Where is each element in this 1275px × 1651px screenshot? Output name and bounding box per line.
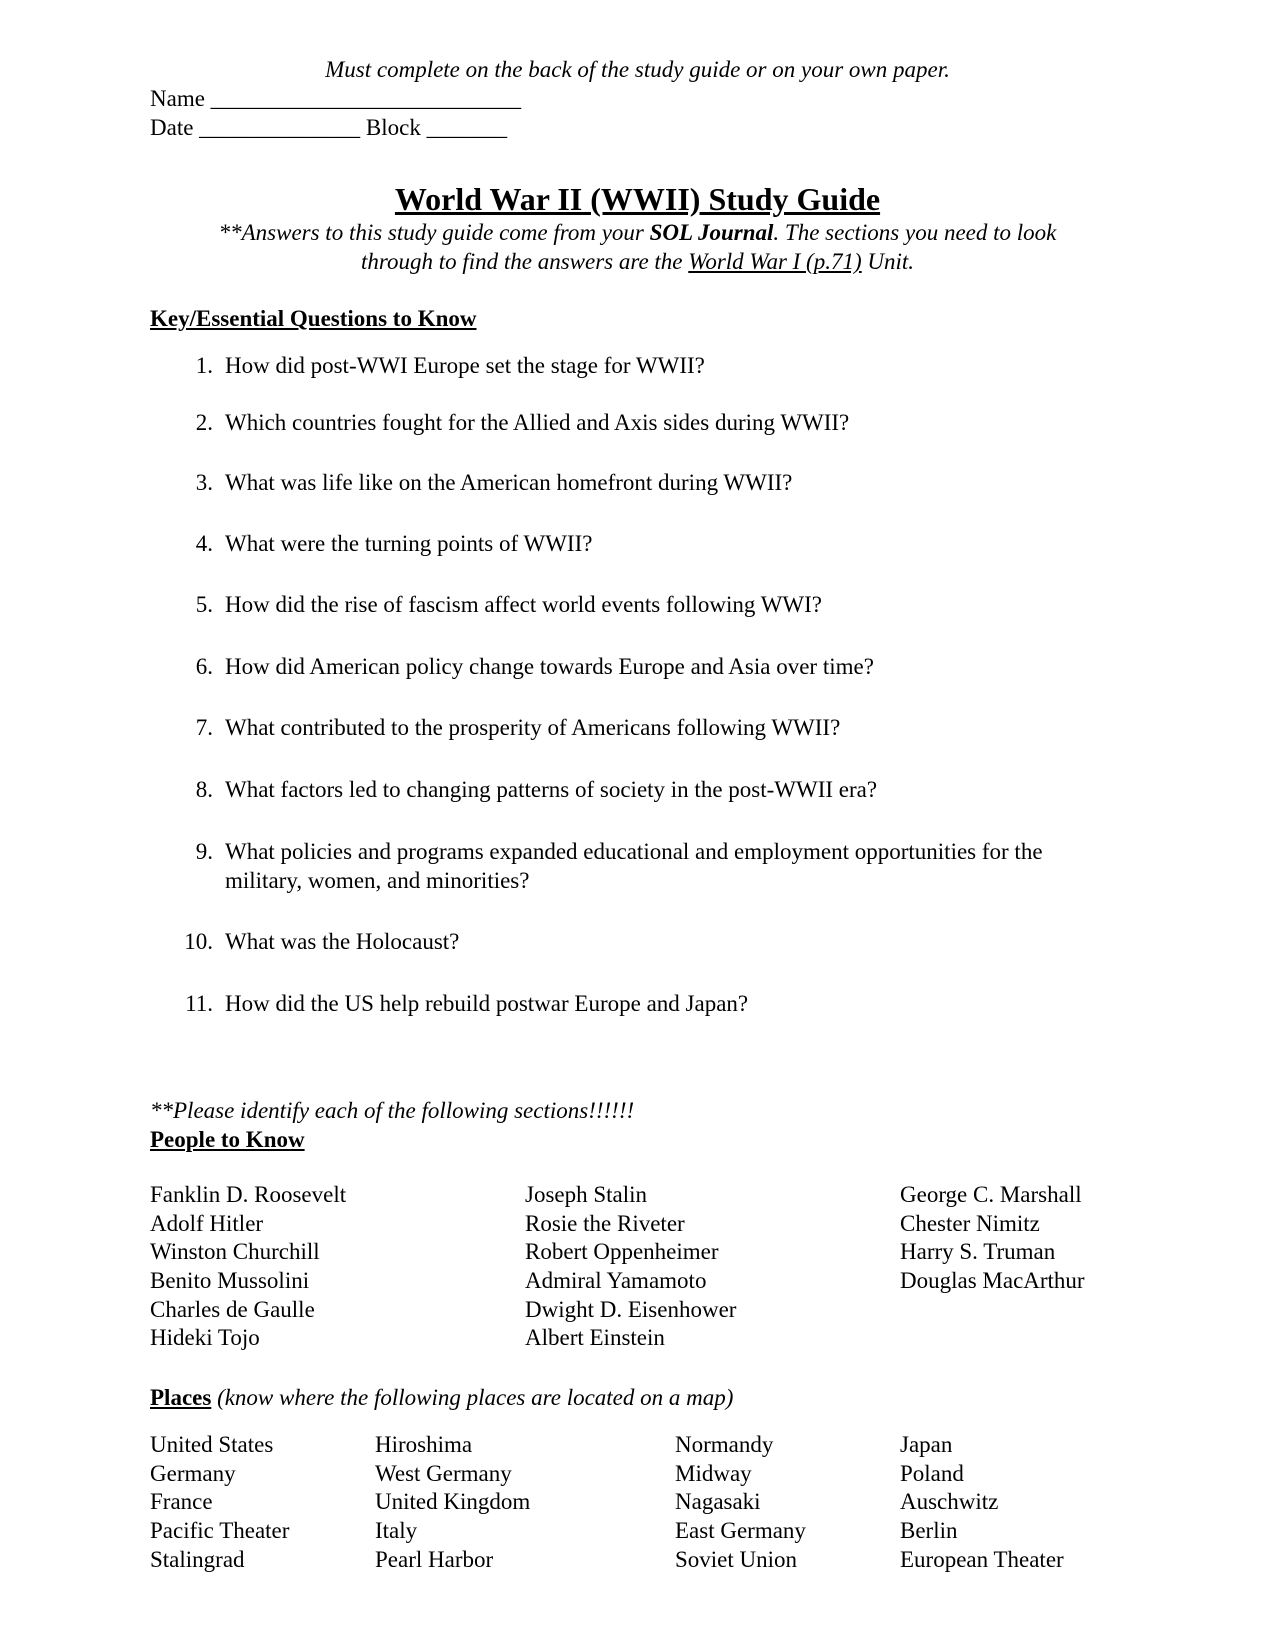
place-name: East Germany (675, 1518, 806, 1544)
page-title: World War II (WWII) Study Guide (394, 181, 881, 217)
key-questions-heading: Key/Essential Questions to Know (150, 306, 477, 331)
people-column-3 (900, 1181, 1085, 1296)
place-name: United Kingdom (375, 1489, 531, 1515)
person-name: Douglas MacArthur (900, 1268, 1085, 1294)
block-label: Block (365, 115, 421, 140)
question-number: 5. (195, 592, 213, 617)
question-number: 6. (195, 654, 213, 679)
place-name: Pacific Theater (150, 1518, 290, 1544)
question-text: What policies and programs expanded educational and employment opportunities for the military, women, and minorities? (225, 839, 1043, 893)
person-name: Charles de Gaulle (150, 1296, 315, 1322)
people-column-1 (150, 1181, 346, 1353)
place-name: Poland (900, 1460, 964, 1486)
place-name: Hiroshima (375, 1432, 473, 1457)
person-name: Robert Oppenheimer (525, 1239, 719, 1265)
place-name: Italy (375, 1518, 418, 1544)
people-column-2 (525, 1181, 736, 1353)
question-number: 4. (195, 531, 213, 556)
subtitle-text-3: through to find the answers are the (360, 249, 689, 274)
place-name: Berlin (900, 1518, 958, 1544)
person-name: Adolf Hitler (150, 1210, 264, 1236)
sol-journal-text: SOL Journal (649, 220, 774, 245)
subtitle-text-1: **Answers to this study guide come from your (218, 220, 650, 245)
question-text: How did American policy change towards Europe and Asia over time? (225, 654, 874, 679)
question-text: What was the Holocaust? (225, 929, 460, 954)
name-blank: ___________________________ (210, 86, 522, 111)
places-heading: Places (150, 1385, 212, 1410)
block-blank[interactable]: _______ (426, 115, 508, 140)
question-text: How did post-WWI Europe set the stage for WWII? (225, 353, 705, 378)
date-blank[interactable]: ______________ (199, 115, 361, 140)
place-name: Germany (150, 1460, 236, 1486)
question-number: 1. (195, 353, 213, 378)
question-text: How did the US help rebuild postwar Europe and Japan? (225, 991, 749, 1016)
place-name: Stalingrad (150, 1546, 245, 1572)
identify-note: **Please identify each of the following sections!!!!!! (150, 1098, 635, 1123)
question-text: What were the turning points of WWII? (225, 531, 593, 556)
date-block-line (150, 113, 507, 142)
person-name: Rosie the Riveter (525, 1210, 685, 1236)
place-name: Midway (675, 1460, 752, 1486)
place-name: West Germany (375, 1460, 512, 1486)
place-name: Nagasaki (675, 1489, 761, 1515)
places-column-1 (150, 1431, 289, 1574)
question-number: 10. (184, 929, 213, 954)
question-text: Which countries fought for the Allied and Axis sides during WWII? (225, 410, 850, 435)
places-column-4 (900, 1431, 1064, 1574)
question-text: What was life like on the American homefront during WWII? (225, 470, 793, 495)
place-name: European Theater (900, 1546, 1064, 1572)
places-column-2 (375, 1431, 530, 1574)
subtitle-line-2 (0, 247, 1275, 276)
question-text: How did the rise of fascism affect world events following WWI? (225, 592, 822, 617)
places-column-3 (675, 1431, 806, 1574)
question-number: 3. (195, 470, 213, 495)
name-label: Name (150, 86, 205, 111)
person-name: Hideki Tojo (150, 1325, 260, 1351)
place-name: Auschwitz (900, 1489, 999, 1515)
person-name: Dwight D. Eisenhower (525, 1296, 737, 1322)
person-name: Winston Churchill (150, 1239, 320, 1265)
date-label: Date (150, 115, 194, 140)
person-name: Chester Nimitz (900, 1210, 1040, 1236)
question-text: What contributed to the prosperity of Americans following WWII? (225, 715, 841, 740)
person-name: Fanklin D. Roosevelt (150, 1182, 347, 1207)
places-heading-line (150, 1383, 733, 1412)
question-number: 2. (195, 410, 213, 435)
completion-note: Must complete on the back of the study guide or on your own paper. (325, 57, 950, 82)
subtitle-text-2: . The sections you need to look (773, 220, 1057, 245)
places-note: (know where the following places are located on a map) (211, 1385, 734, 1410)
question-number: 11. (185, 991, 213, 1016)
place-name: Soviet Union (675, 1546, 798, 1572)
name-field[interactable] (150, 84, 521, 113)
person-name: Benito Mussolini (150, 1268, 310, 1294)
question-text: What factors led to changing patterns of society in the post-WWII era? (225, 777, 878, 802)
unit-reference: World War I (p.71) (688, 249, 862, 274)
person-name: Admiral Yamamoto (525, 1268, 707, 1294)
subtitle-line-1 (0, 218, 1275, 247)
place-name: France (150, 1489, 213, 1515)
subtitle-text-4: Unit. (861, 249, 915, 274)
question-number: 8. (195, 777, 213, 802)
person-name: George C. Marshall (900, 1182, 1082, 1207)
person-name: Joseph Stalin (525, 1182, 648, 1207)
place-name: Japan (900, 1432, 953, 1457)
question-number: 7. (195, 715, 213, 740)
person-name: Harry S. Truman (900, 1239, 1056, 1265)
place-name: United States (150, 1432, 274, 1457)
people-heading: People to Know (150, 1127, 305, 1152)
question-number: 9. (195, 839, 213, 864)
person-name: Albert Einstein (525, 1325, 665, 1351)
place-name: Pearl Harbor (375, 1546, 494, 1572)
place-name: Normandy (675, 1432, 774, 1457)
